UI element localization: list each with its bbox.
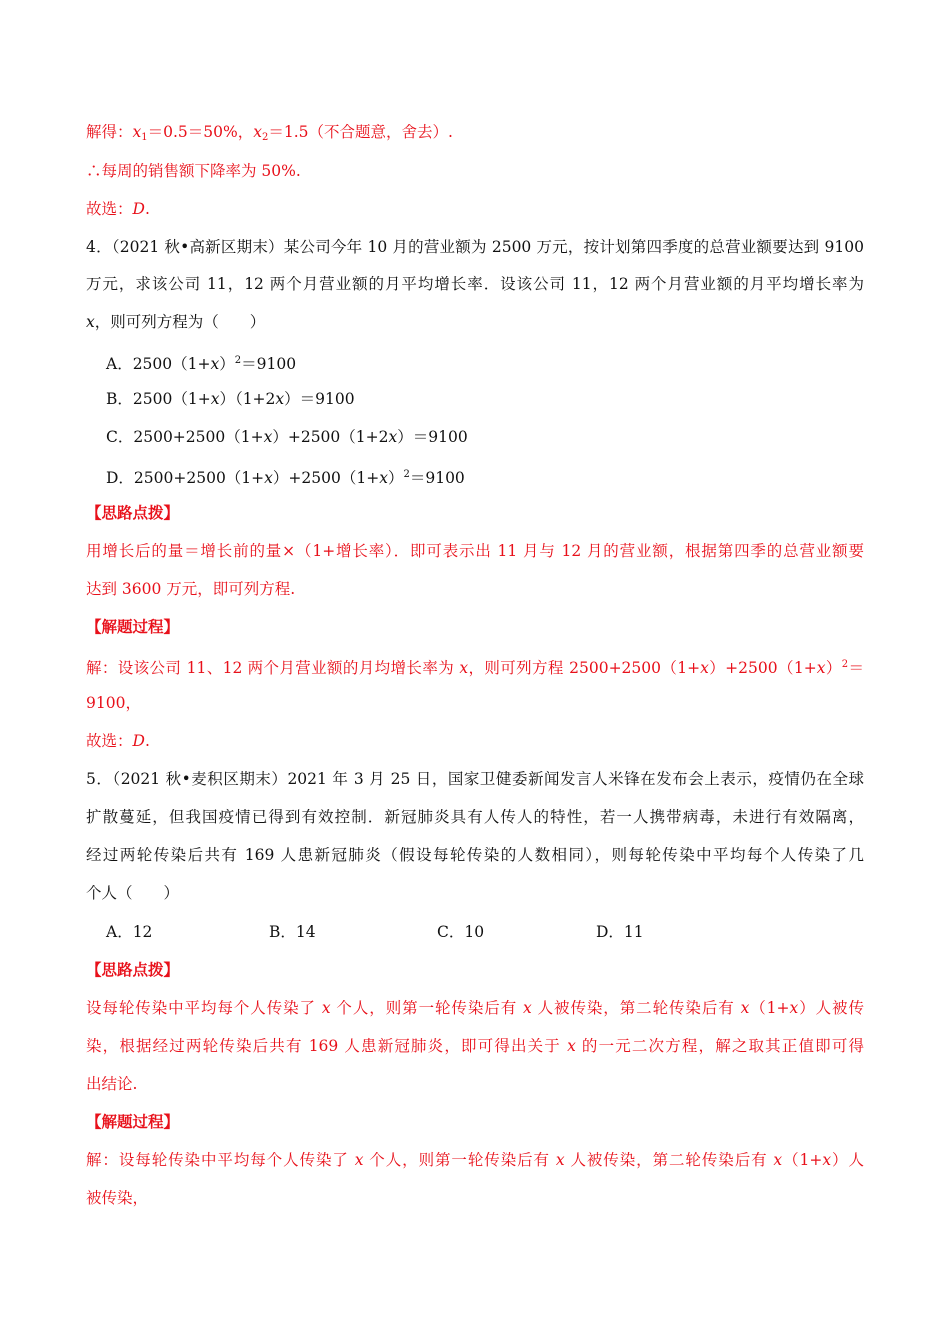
question-4-line-2: 万元，求该公司 11，12 两个月营业额的月平均增长率．设该公司 11，12 两个月营业额的月平均增长率为	[86, 275, 864, 293]
question-4-option-a: A．$2500(1+x)^2=9100$	[106, 355, 297, 373]
question-4-option-b: B．2500（1+x）（1+2x）＝9100	[106, 390, 355, 408]
question-5-option-c: C．10	[437, 923, 485, 941]
question-5-line-3: 经过两轮传染后共有 169 人患新冠肺炎（假设每轮传染的人数相同），则每轮传染中平均每个人传染了几	[86, 846, 864, 864]
solution-heading: 【解题过程】	[86, 617, 180, 636]
q4-solution-line-2: 9100，	[86, 694, 141, 712]
q4-hint-line-2: 达到 3600 万元，即可列方程.	[86, 580, 296, 598]
answer-line: 故选：D.	[86, 200, 150, 218]
question-5-option-a: A．12	[106, 923, 153, 941]
q4-hint-line-1: 用增长后的量＝增长前的量×（1+增长率）．即可表示出 11 月与 12 月的营业额，根据第四季的总营业额要	[86, 542, 864, 560]
q5-hint-line-3: 出结论.	[86, 1075, 138, 1093]
question-5-option-d: D．11	[596, 923, 644, 941]
question-5-option-b: B．14	[269, 923, 316, 941]
question-5-line-1: 5．（2021 秋•麦积区期末）2021 年 3 月 25 日，国家卫健委新闻发言人米锋在发布会上表示，疫情仍在全球	[86, 770, 864, 788]
question-4-option-d: D．$2500+2500(1+x)+2500(1+x)^2=9100$	[106, 469, 465, 487]
q5-solution-line-1: 解：设每轮传染中平均每个人传染了 x 个人，则第一轮传染后有 x 人被传染，第二轮传染后有 x（1+x）人	[86, 1151, 864, 1169]
q5-hint-line-1: 设每轮传染中平均每个人传染了 x 个人，则第一轮传染后有 x 人被传染，第二轮传染后有 x（1+x）人被传	[86, 999, 864, 1017]
question-5-line-4: 个人（ ）	[86, 884, 180, 902]
solution-heading-2: 【解题过程】	[86, 1112, 180, 1131]
q4-solution-line-1: 解：设该公司 11、12 两个月营业额的月均增长率为 x，则可列方程 $2500+2500(1+x)+2500(1+x)^2=$	[86, 659, 864, 677]
q5-solution-line-2: 被传染，	[86, 1189, 149, 1207]
question-4-line-1: 4．（2021 秋•高新区期末）某公司今年 10 月的营业额为 2500 万元，按计划第四季度的总营业额要达到 9100	[86, 238, 864, 256]
solution-line-roots: 解得：$x_1=0.5=50\%$，$x_2=1.5$（不合题意，舍去）.	[86, 123, 453, 143]
question-4-line-3: x，则可列方程为（ ）	[86, 313, 266, 331]
solution-line-conclusion: ∴每周的销售额下降率为 50%.	[86, 162, 301, 180]
question-4-option-c: C．2500+2500（1+x）+2500（1+2x）＝9100	[106, 428, 468, 446]
q4-answer-line: 故选：D.	[86, 732, 150, 750]
question-5-line-2: 扩散蔓延，但我国疫情已得到有效控制．新冠肺炎具有人传人的特性，若一人携带病毒，未进行有效隔离，	[86, 808, 864, 826]
q5-hint-line-2: 染，根据经过两轮传染后共有 169 人患新冠肺炎，即可得出关于 x 的一元二次方程，解之取其正值即可得	[86, 1037, 864, 1055]
hint-heading: 【思路点拨】	[86, 503, 180, 522]
hint-heading-2: 【思路点拨】	[86, 960, 180, 979]
